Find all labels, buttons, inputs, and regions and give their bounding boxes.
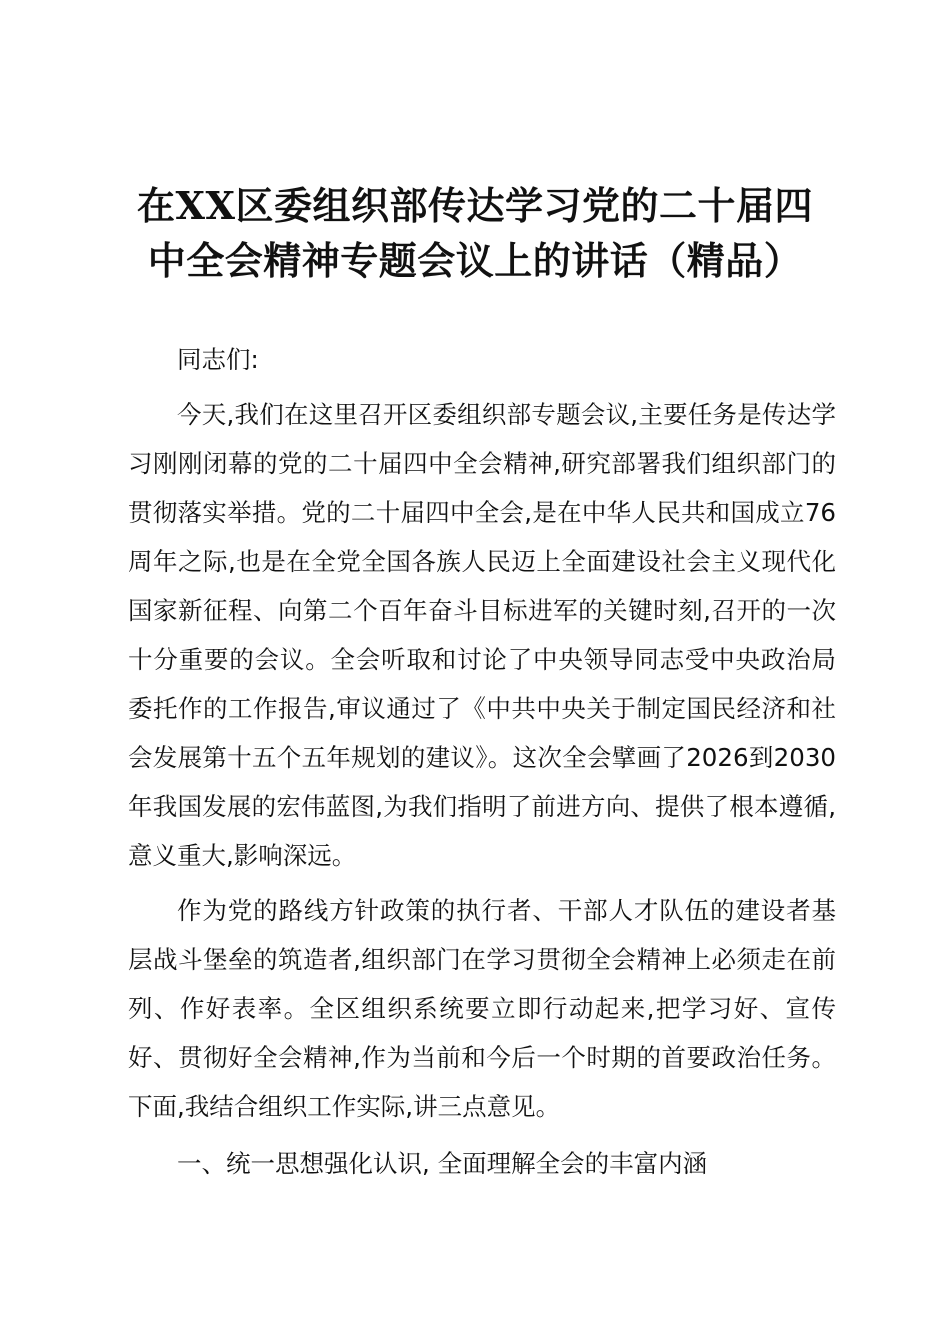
paragraph-role: 作为党的路线方针政策的执行者、干部人才队伍的建设者基层战斗堡垒的筑造者,组织部门在学习贯彻全会精神上必须走在前列、作好表率。全区组织系统要立即行动起来,把学习好、宣传好、贯彻好全会精神,作为当前和今后一个时期的首要政治任务。下面,我结合组织工作实际,讲三点意见。 — [128, 896, 836, 1121]
document-title: 在XX区委组织部传达学习党的二十届四中全会精神专题会议上的讲话（精品） — [137, 183, 813, 283]
paragraph-intro: 今天,我们在这里召开区委组织部专题会议,主要任务是传达学习刚刚闭幕的党的二十届四中全会精神,研究部署我们组织部门的贯彻落实举措。党的二十届四中全会,是在中华人民共和国成立76周年之际,也是在全党全国各族人民迈上全面建设社会主义现代化国家新征程、向第二个百年奋斗目标进军的关键时刻,召开的一次十分重要的会议。全会听取和讨论了中央领导同志受中央政治局委托作的工作报告,审议通过了《中共中央关于制定国民经济和社会发展第十五个五年规划的建议》。这次全会擘画了2026到2030年我国发展的宏伟蓝图,为我们指明了前进方向、提供了根本遵循,意义重大,影响深远。 — [128, 400, 836, 870]
document-body — [128, 335, 836, 1194]
section-heading: 一、统一思想强化认识, 全面理解全会的丰富内涵 — [177, 1149, 708, 1178]
salutation: 同志们: — [177, 345, 259, 374]
